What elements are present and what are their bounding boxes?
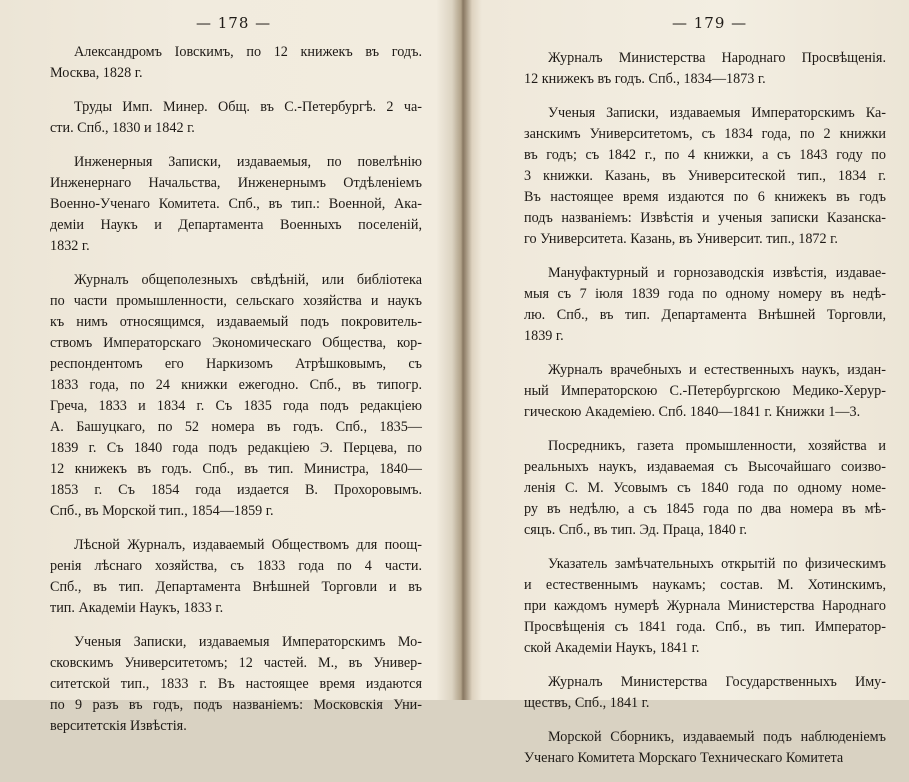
text-line: лю. Спб., въ тип. Департамента Внѣшней Торговли,	[524, 307, 886, 323]
text-line: ру въ недѣлю, а съ 1845 года по два номера въ мѣ-	[524, 501, 886, 517]
text-line: ный Императорскою С.-Петербургскою Медико-Херур-	[524, 383, 886, 399]
bibliography-entry	[50, 632, 422, 737]
text-line: ленія С. М. Усовымъ съ 1840 года по одному номе-	[524, 480, 886, 496]
page-number: — 179 —	[672, 14, 748, 32]
text-line: 1832 г.	[50, 238, 90, 254]
text-line: ствомъ Императорскаго Экономическаго Общества, кор-	[50, 335, 422, 351]
text-line: въ годъ; съ 1842 г., по 4 книжки, а съ 1843 году по	[524, 147, 886, 163]
bibliography-entry	[524, 263, 886, 347]
bibliography-entry	[524, 554, 886, 659]
text-line: при каждомъ нумерѣ Журнала Министерства Народнаго	[524, 598, 886, 614]
text-line: 12 книжекъ въ годъ. Спб., 1834—1873 г.	[524, 71, 766, 87]
text-line: тип. Академіи Наукъ, 1833 г.	[50, 600, 224, 616]
text-line: го Университета. Казань, въ Университ. тип., 1872 г.	[524, 231, 838, 247]
bibliography-entry	[524, 436, 886, 541]
text-line: Москва, 1828 г.	[50, 65, 143, 81]
text-line: по части промышленности, сельскаго хозяйства и наукъ	[50, 293, 422, 309]
text-line: Морской Сборникъ, издаваемый подъ наблюденіемъ	[548, 729, 886, 745]
bibliography-entry	[50, 152, 422, 257]
text-line: подъ названіемъ: Извѣстія и ученыя записки Казанска-	[524, 210, 886, 226]
text-line: Въ настоящее время издаются по 6 книжекъ въ годъ	[524, 189, 886, 205]
text-line: Ученаго Комитета Морскаго Техническаго Комитета	[524, 750, 844, 766]
text-line: 1839 г. Съ 1840 года подъ редакціею Э. Перцева, по	[50, 440, 422, 456]
text-line: Просвѣщенія съ 1841 года. Спб., въ тип. Император-	[524, 619, 886, 635]
text-line: ситетской тип., 1833 г. Въ настоящее время издаются	[50, 676, 422, 692]
text-line: Ученыя Записки, издаваемыя Императорскимъ Ка-	[548, 105, 886, 121]
text-line: и естественнымъ наукамъ; состав. М. Хотинскимъ,	[524, 577, 886, 593]
text-line: А. Башуцкаго, по 52 номера въ годъ. Спб., 1835—	[50, 419, 422, 435]
text-line: Журналъ врачебныхъ и естественныхъ наукъ, издан-	[548, 362, 886, 378]
text-line: Журналъ Министерства Народнаго Просвѣщенія.	[548, 50, 886, 66]
bibliography-entry	[50, 535, 422, 619]
text-line: 12 книжекъ въ годъ. Спб., въ тип. Министра, 1840—	[50, 461, 422, 477]
text-line: Александромъ Іовскимъ, по 12 книжекъ въ годъ.	[74, 44, 422, 60]
text-line: 1853 г. Съ 1854 года издается В. Прохоровымъ.	[50, 482, 422, 498]
text-line: Ученыя Записки, издаваемыя Императорскимъ Мо-	[74, 634, 422, 650]
text-line: по 9 разъ въ годъ, подъ названіемъ: Московскія Уни-	[50, 697, 422, 713]
bibliography-entry	[524, 360, 886, 423]
text-line: Труды Имп. Минер. Общ. въ С.-Петербургѣ. 2 ча-	[74, 99, 422, 115]
text-line: ской Академіи Наукъ, 1841 г.	[524, 640, 700, 656]
text-line: респондентомъ его Наркизомъ Атрѣшковымъ, съ	[50, 356, 422, 372]
bibliography-entry	[524, 48, 886, 90]
text-line: сти. Спб., 1830 и 1842 г.	[50, 120, 195, 136]
text-line: занскимъ Университетомъ, съ 1834 года, по 2 книжки	[524, 126, 886, 142]
text-line: Мануфактурный и горнозаводскія извѣстія, издавае-	[548, 265, 886, 281]
page-number: — 178 —	[196, 14, 272, 32]
text-line: Спб., въ Морской тип., 1854—1859 г.	[50, 503, 274, 519]
text-line: реальныхъ наукъ, издаваемая съ Высочайшаго соизво-	[524, 459, 886, 475]
text-line: сяцъ. Спб., въ тип. Эд. Праца, 1840 г.	[524, 522, 748, 538]
text-line: Спб., въ тип. Департамента Внѣшней Торговли и въ	[50, 579, 422, 595]
text-line: Военно-Ученаго Комитета. Спб., въ тип.: Военной, Ака-	[50, 196, 422, 212]
text-line: верситетскія Извѣстія.	[50, 718, 187, 734]
left-page	[0, 0, 455, 734]
text-line: 3 книжки. Казань, въ Университеской тип., 1834 г.	[524, 168, 886, 184]
text-line: 1839 г.	[524, 328, 564, 344]
bibliography-entry	[50, 42, 422, 84]
text-line: Журналъ общеполезныхъ свѣдѣній, или библіотека	[74, 272, 422, 288]
text-line: ренія лѣснаго хозяйства, съ 1833 года по 4 части.	[50, 558, 422, 574]
bibliography-entry	[50, 97, 422, 139]
text-line: Указатель замѣчательныхъ открытій по физическимъ	[548, 556, 886, 572]
right-page	[472, 0, 909, 766]
text-line: мыя съ 7 іюля 1839 года по одному номеру въ недѣ-	[524, 286, 886, 302]
text-line: Лѣсной Журналъ, издаваемый Обществомъ для поощ-	[74, 537, 422, 553]
page-text	[50, 42, 422, 750]
text-line: 1833 года, по 24 книжки ежегодно. Спб., въ типогр.	[50, 377, 422, 393]
bibliography-entry	[50, 270, 422, 522]
bibliography-entry	[524, 103, 886, 250]
text-line: Инженернаго Начальства, Инженернымъ Отдѣленіемъ	[50, 175, 422, 191]
text-line: Посредникъ, газета промышленности, хозяйства и	[548, 438, 886, 454]
bibliography-entry	[524, 672, 886, 714]
text-line: Журналъ Министерства Государственныхъ Иму-	[548, 674, 886, 690]
page-text	[524, 48, 886, 782]
text-line: сковскимъ Университетомъ; 12 частей. М., въ Универ-	[50, 655, 422, 671]
text-line: гическою Академіею. Спб. 1840—1841 г. Книжки 1—3.	[524, 404, 861, 420]
book-gutter	[452, 0, 472, 700]
text-line: ществъ, Спб., 1841 г.	[524, 695, 650, 711]
text-line: деміи Наукъ и Департамента Военныхъ поселеній,	[50, 217, 422, 233]
text-line: Инженерныя Записки, издаваемыя, по повелѣнію	[74, 154, 422, 170]
text-line: къ нимъ относящимся, издаваемый подъ покровитель-	[50, 314, 422, 330]
bibliography-entry	[524, 727, 886, 769]
text-line: Греча, 1833 и 1834 г. Съ 1835 года подъ редакціею	[50, 398, 422, 414]
